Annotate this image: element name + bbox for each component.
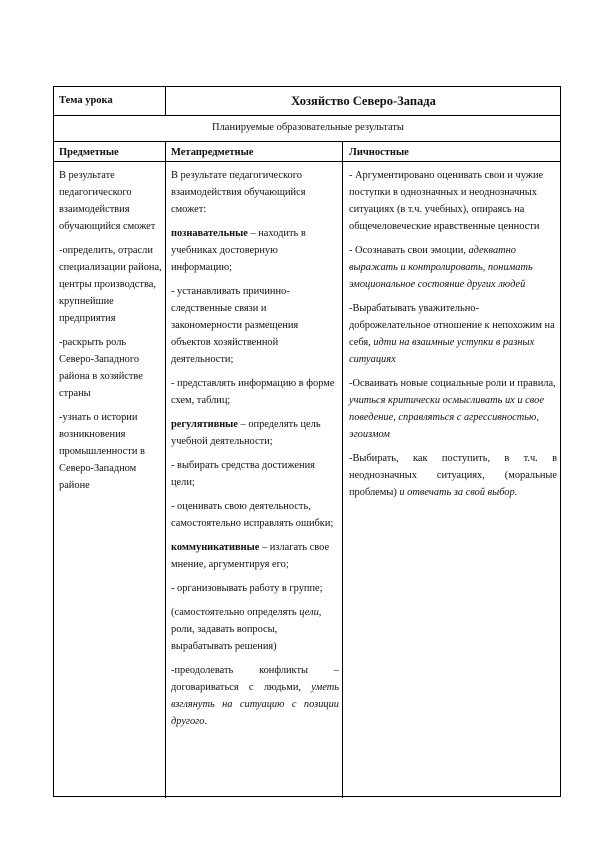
row-divider bbox=[54, 115, 560, 116]
meta-item: (самостоятельно определять цели, роли, задавать вопросы, вырабатывать решения) bbox=[171, 607, 322, 652]
personal-item: - Аргументировано оценивать свои и чужие поступки в однозначных и неоднозначных ситуациях (в т.ч. учебных), опираясь на общечеловеческие нравственные ценности bbox=[349, 170, 544, 232]
meta-intro: В результате педагогического взаимодействия обучающийся сможет: bbox=[171, 170, 306, 215]
row-divider bbox=[54, 141, 560, 142]
meta-item: - представлять информацию в форме схем, таблиц; bbox=[171, 378, 335, 406]
column-divider bbox=[342, 141, 343, 798]
meta-category-label: коммуникативные bbox=[171, 542, 260, 553]
meta-item: - организовывать работу в группе; bbox=[171, 583, 323, 594]
personal-item: -Осваивать новые социальные роли и правила, учиться критически осмысливать их и свое поведение, справляться с агрессивностью, эгоизмом bbox=[349, 378, 556, 440]
subject-item: -определить, отрасли специализации района, центры производства, крупнейшие предприятия bbox=[59, 245, 162, 324]
meta-results bbox=[171, 167, 339, 737]
meta-category-label: регулятивные bbox=[171, 419, 238, 430]
column-divider bbox=[165, 141, 166, 798]
subject-item: В результате педагогического взаимодействия обучающийся сможет bbox=[59, 170, 156, 232]
planned-results-label: Планируемые образовательные результаты bbox=[211, 122, 404, 133]
topic-label: Тема урока bbox=[59, 95, 113, 106]
subject-results bbox=[59, 167, 163, 501]
personal-item: - Осознавать свои эмоции, адекватно выражать и контролировать, понимать эмоциональное состояние других людей bbox=[349, 245, 533, 290]
personal-item: -Вырабатывать уважительно-доброжелательное отношение к непохожим на себя, идти на взаимные уступки в разных ситуациях bbox=[349, 303, 555, 365]
meta-item: - устанавливать причинно-следственные связи и закономерности размещения объектов хозяйственной деятельности; bbox=[171, 286, 299, 365]
col-header-personal: Личностные bbox=[349, 147, 409, 158]
meta-item: регулятивные – определять цель учебной деятельности; bbox=[171, 419, 321, 447]
meta-item: -преодолевать конфликты – договариваться с людьми, уметь взглянуть на ситуацию с позиции другого. bbox=[171, 665, 339, 727]
meta-item: коммуникативные – излагать свое мнение, аргументируя его; bbox=[171, 542, 330, 570]
col-header-subject: Предметные bbox=[59, 147, 119, 158]
subject-item: -раскрыть роль Северо-Западного района в хозяйстве страны bbox=[59, 337, 143, 399]
personal-item: -Выбирать, как поступить, в т.ч. в неоднозначных ситуациях, (моральные проблемы) и отвечать за свой выбор. bbox=[349, 453, 557, 498]
meta-category-label: познавательные bbox=[171, 228, 248, 239]
subject-item: -узнать о истории возникновения промышленности в Северо-Западном районе bbox=[59, 412, 145, 491]
lesson-table bbox=[53, 86, 561, 797]
row-divider bbox=[54, 161, 560, 162]
meta-item: познавательные – находить в учебниках достоверную информацию; bbox=[171, 228, 306, 273]
lesson-title: Хозяйство Северо-Запада bbox=[291, 94, 436, 108]
col-header-meta: Метапредметные bbox=[171, 147, 254, 158]
meta-item: - оценивать свою деятельность, самостоятельно исправлять ошибки; bbox=[171, 501, 334, 529]
meta-item: - выбирать средства достижения цели; bbox=[171, 460, 315, 488]
personal-results bbox=[349, 167, 557, 508]
